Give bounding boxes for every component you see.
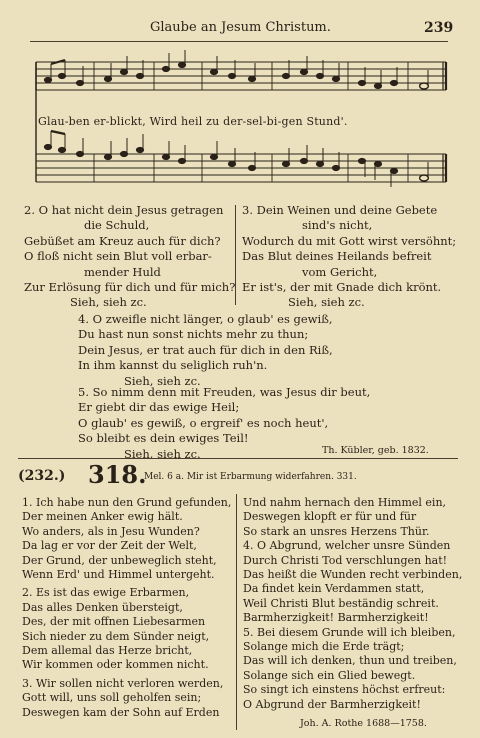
hymn-line: Das heißt die Wunden recht verbinden, [243, 568, 463, 582]
stanza-line: 4. O zweifle nicht länger, o glaub' es gewiß, [78, 312, 333, 326]
hymn-line: Sich nieder zu dem Sünder neigt, [22, 629, 210, 643]
hymn-line: So stark an unsres Herzens Thür. [243, 524, 430, 538]
hymn-line: Gott will, uns soll geholfen sein; [22, 691, 202, 705]
hymn-line: Der meinen Anker ewig hält. [22, 510, 183, 524]
stanza-line: Sieh, sieh zc. [70, 295, 147, 310]
stanza-line: die Schuld, [84, 218, 150, 233]
hymn-line: Solange sich ein Glied bewegt. [243, 668, 416, 682]
page-number: 239 [424, 20, 454, 36]
stanza-line: So bleibt es dein ewiges Teil! [78, 431, 249, 446]
hymn-line: 3. Wir sollen nicht verloren werden, [22, 676, 224, 690]
running-title: Glaube an Jesum Christum. [150, 20, 331, 35]
stanza-line: Das Blut deines Heilands befreit [242, 249, 432, 264]
hymn-line: 4. O Abgrund, welcher unsre Sünden [243, 539, 451, 553]
hymn-left-column [22, 496, 231, 720]
stanza-line: vom Gericht, [302, 264, 378, 279]
stanza-line: 2. O hat nicht dein Jesus getragen [24, 203, 224, 217]
hymn-line: Durch Christi Tod verschlungen hat! [243, 553, 448, 567]
hymn-line: Deswegen kam der Sohn auf Erden [22, 705, 220, 719]
stanza-line: O glaub' es gewiß, o ergreif' es noch heut', [78, 415, 329, 430]
stanza-line: mender Huld [84, 264, 161, 279]
hymn-line: Und nahm hernach den Himmel ein, [243, 496, 447, 509]
stanza-line: Zur Erlösung für dich und für mich? [24, 280, 236, 295]
stanza-3 [242, 203, 456, 311]
hymn-heading [18, 460, 458, 490]
stanza-line: Wodurch du mit Gott wirst versöhnt; [242, 233, 457, 248]
author-credit: Th. Kübler, geb. 1832. [322, 445, 429, 456]
column-divider [236, 494, 237, 730]
stanza-line: sind's nicht, [302, 218, 373, 233]
hymn-right-column [243, 496, 462, 712]
stanza-2 [24, 203, 235, 311]
stanza-line: Gebüßet am Kreuz auch für dich? [24, 233, 221, 248]
hymn-line: So singt ich einstens höchst erfreut: [243, 683, 446, 697]
stanza-line: Sieh, sieh zc. [124, 446, 201, 461]
stanza-line: 5. So nimm denn mit Freuden, was Jesus dir beut, [78, 385, 371, 399]
hymn-line: Wo anders, als in Jesu Wunden? [22, 524, 200, 538]
hymn-line: Das alles Denken übersteigt, [22, 600, 183, 614]
column-divider [235, 205, 236, 305]
hymn-line: 2. Es ist das ewige Erbarmen, [22, 586, 190, 600]
hymn-line: O Abgrund der Barmherzigkeit! [243, 697, 421, 711]
melody-reference: Mel. 6 a. Mir ist Erbarmung widerfahren. 331. [144, 472, 357, 482]
hymn-line: Da findet kein Verdammen statt, [243, 582, 425, 596]
author-credit: Joh. A. Rothe 1688—1758. [300, 718, 427, 729]
hymn-line: Der Grund, der unbeweglich steht, [22, 553, 217, 567]
hymn-line: Weil Christi Blut beständig schreit. [243, 596, 439, 610]
section-rule [18, 458, 458, 459]
hymn-line: Wir kommen oder kommen nicht. [22, 658, 209, 672]
hymn-line: 5. Bei diesem Grunde will ich bleiben, [243, 625, 456, 639]
stanza-line: Du hast nun sonst nichts mehr zu thun; [78, 327, 309, 342]
hymn-line: Barmherzigkeit! Barmherzigkeit! [243, 611, 429, 625]
hymn-line: Da lag er vor der Zeit der Welt, [22, 539, 197, 553]
hymn-line: 1. Ich habe nun den Grund gefunden, [22, 496, 232, 509]
stanza-line: 3. Dein Weinen und deine Gebete [242, 203, 438, 217]
stanza-line: Sieh, sieh zc. [124, 373, 201, 388]
hymn-line: Wenn Erd' und Himmel untergeht. [22, 568, 215, 582]
stanza-line: Dein Jesus, er trat auch für dich in den Riß, [78, 342, 333, 357]
lower-notes [44, 131, 428, 187]
hymn-line: Des, der mit offnen Liebesarmen [22, 615, 206, 629]
upper-staff [36, 62, 446, 90]
hymn-line: Deswegen klopft er für und für [243, 510, 417, 524]
hymn-line: Das will ich denken, thun und treiben, [243, 654, 457, 668]
running-header [0, 20, 480, 40]
music-lyric: Glau-ben er-blickt, Wird heil zu der-sel-bi-gen Stund'. [38, 115, 348, 128]
hymn-alt-number: (232.) [18, 468, 66, 484]
stanza-line: Er giebt dir das ewige Heil; [78, 400, 240, 415]
stanza-line: Sieh, sieh zc. [288, 295, 365, 310]
stanza-line: In ihm kannst du seliglich ruh'n. [78, 358, 268, 373]
stanza-line: Er ist's, der mit Gnade dich krönt. [242, 280, 442, 295]
hymn-number: 318. [88, 460, 147, 489]
header-rule [30, 41, 448, 42]
stanza-line: O floß nicht sein Blut voll erbar- [24, 249, 212, 264]
hymn-line: Solange mich die Erde trägt; [243, 640, 405, 654]
stanza-4 [78, 312, 333, 389]
hymn-line: Dem allemal das Herze bricht, [22, 644, 193, 658]
